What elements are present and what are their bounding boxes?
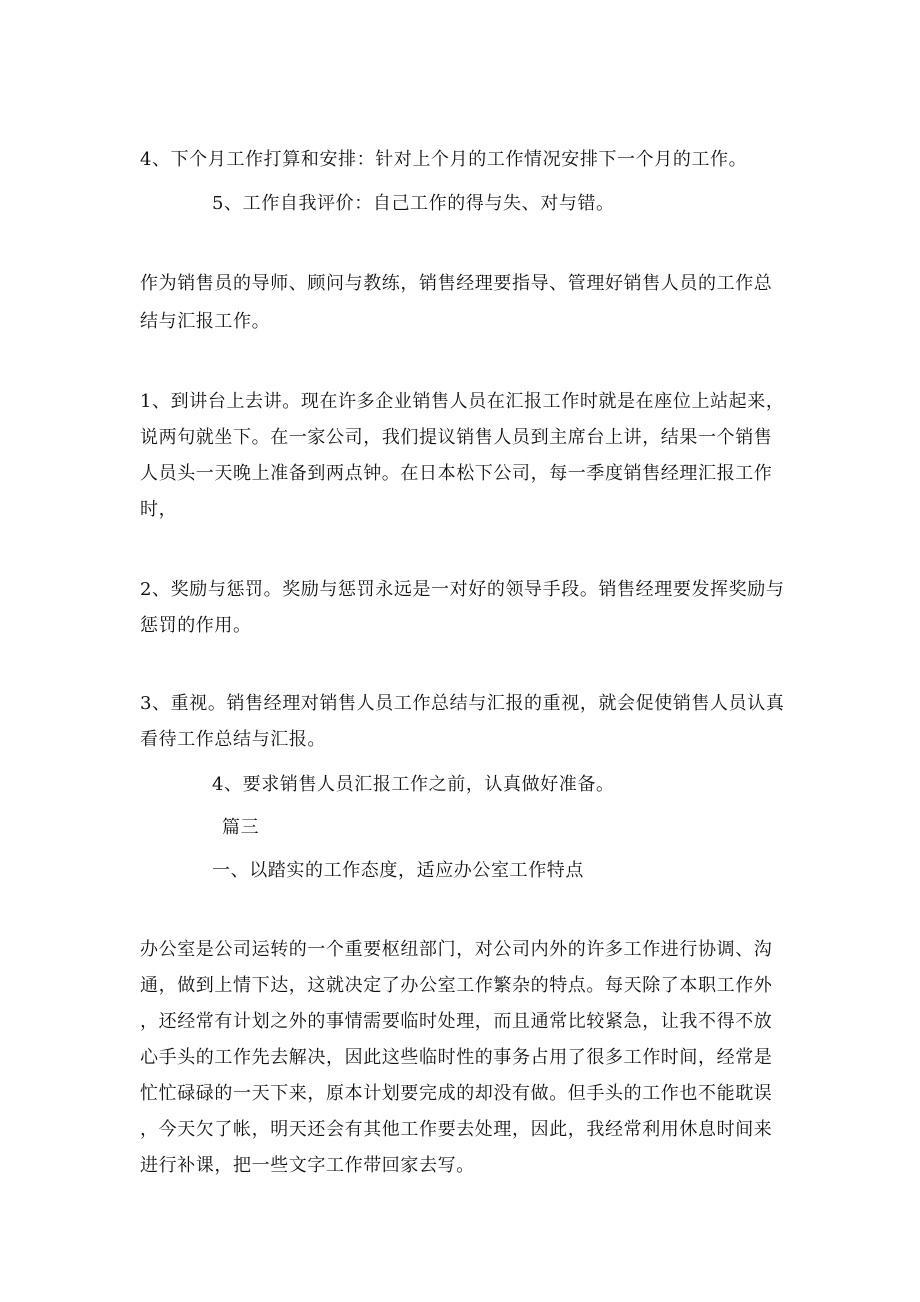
paragraph-office-line-6: ，今天欠了帐，明天还会有其他工作要去处理，因此，我经常利用休息时间来 bbox=[140, 1119, 773, 1140]
paragraph-office-line-4: 心手头的工作先去解决，因此这些临时性的事务占用了很多工作时间，经常是 bbox=[140, 1047, 773, 1068]
paragraph-intro-line-2: 结与汇报工作。 bbox=[140, 311, 271, 332]
list-item-self-evaluation: 5、工作自我评价：自己工作的得与失、对与错。 bbox=[212, 193, 615, 214]
paragraph-item1-line-1: 1、到讲台上去讲。现在许多企业销售人员在汇报工作时就是在座位上站起来， bbox=[140, 391, 785, 412]
paragraph-office-line-5: 忙忙碌碌的一天下来，原本计划要完成的却没有做。但手头的工作也不能耽误 bbox=[140, 1083, 773, 1104]
paragraph-item1-line-2: 说两句就坐下。在一家公司，我们提议销售人员到主席台上讲，结果一个销售 bbox=[140, 427, 773, 448]
paragraph-item3-line-2: 看待工作总结与汇报。 bbox=[140, 729, 326, 750]
paragraph-intro-line-1: 作为销售员的导师、顾问与教练，销售经理要指导、管理好销售人员的工作总 bbox=[140, 273, 773, 294]
paragraph-office-line-3: ，还经常有计划之外的事情需要临时处理，而且通常比较紧急，让我不得不放 bbox=[140, 1011, 773, 1032]
list-item-prepare-report: 4、要求销售人员汇报工作之前，认真做好准备。 bbox=[212, 774, 615, 795]
section-heading: 篇三 bbox=[222, 817, 260, 838]
paragraph-item2-line-2: 惩罚的作用。 bbox=[140, 615, 252, 636]
paragraph-item3-line-1: 3、重视。销售经理对销售人员工作总结与汇报的重视，就会促使销售人员认真 bbox=[140, 693, 785, 714]
paragraph-item1-line-3: 人员头一天晚上准备到两点钟。在日本松下公司，每一季度销售经理汇报工作 bbox=[140, 463, 773, 484]
paragraph-office-line-1: 办公室是公司运转的一个重要枢纽部门，对公司内外的许多工作进行协调、沟 bbox=[140, 939, 773, 960]
paragraph-item2-line-1: 2、奖励与惩罚。奖励与惩罚永远是一对好的领导手段。销售经理要发挥奖励与 bbox=[140, 579, 785, 600]
paragraph-office-line-2: 通，做到上情下达，这就决定了办公室工作繁杂的特点。每天除了本职工作外 bbox=[140, 975, 773, 996]
subsection-heading: 一、以踏实的工作态度，适应办公室工作特点 bbox=[212, 860, 584, 881]
paragraph-office-line-7: 进行补课，把一些文字工作带回家去写。 bbox=[140, 1155, 475, 1176]
paragraph-item1-line-4: 时， bbox=[140, 499, 178, 520]
list-item-next-month-plan: 4、下个月工作打算和安排：针对上个月的工作情况安排下一个月的工作。 bbox=[140, 149, 748, 170]
